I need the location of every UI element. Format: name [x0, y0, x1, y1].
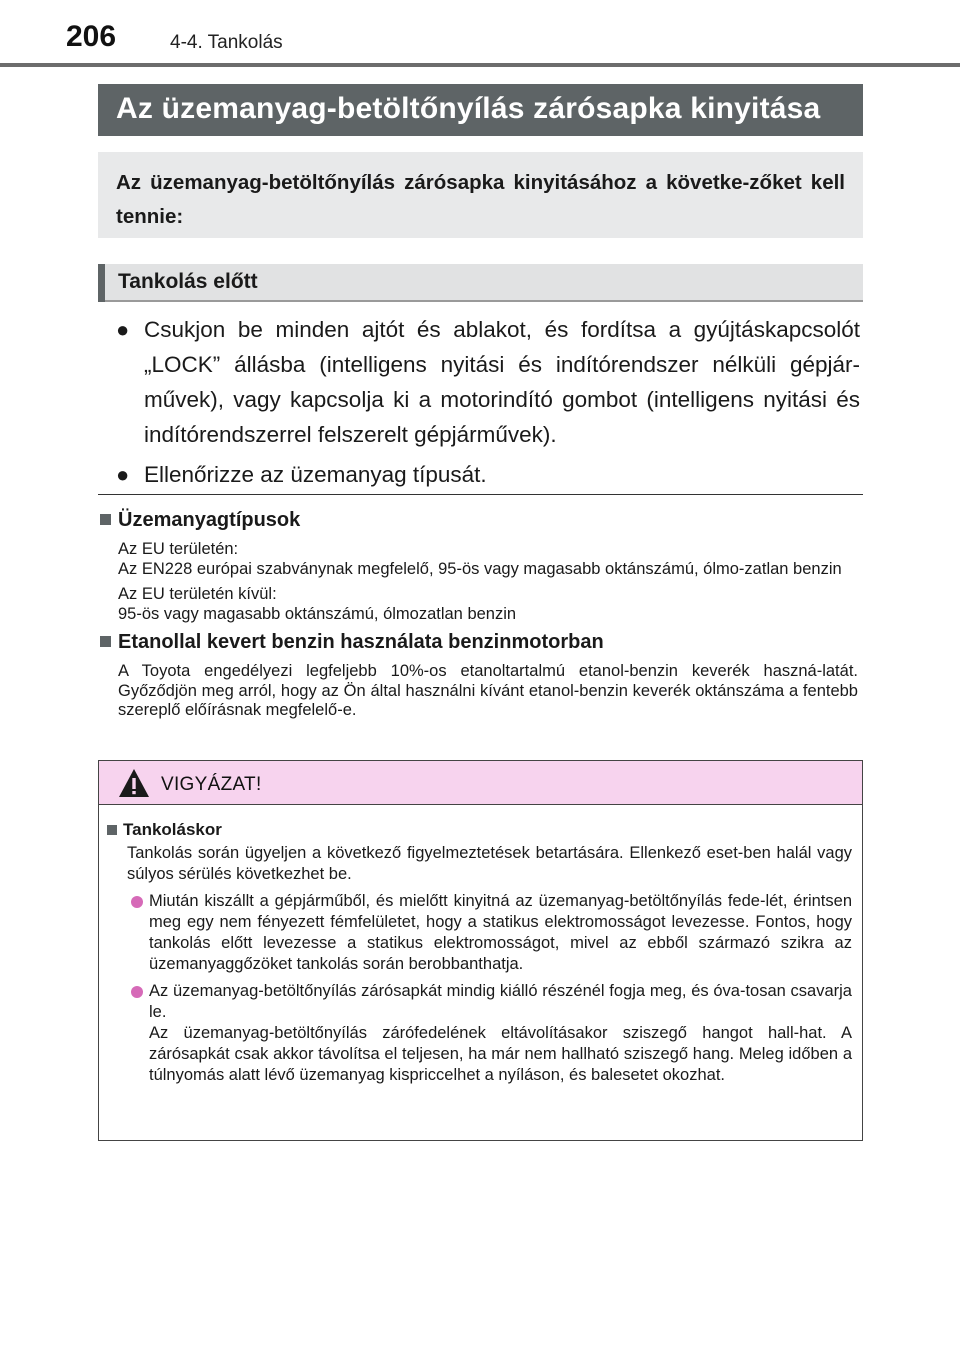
caution-body: [99, 805, 862, 1086]
fuel-types-heading-text: Üzemanyagtípusok: [118, 509, 301, 531]
square-icon: [100, 636, 111, 647]
non-eu-label: Az EU területén kívül:: [118, 585, 277, 603]
fuel-types-non-eu: [98, 585, 858, 624]
eu-text: Az EN228 európai szabványnak megfelelő, 95-ös vagy magasabb oktánszámú, ólmo-zatlan benzin: [118, 559, 842, 578]
caution-box: [98, 760, 863, 1141]
bullet-item: [116, 457, 860, 492]
caution-header: [99, 761, 862, 805]
fuel-types-heading: [98, 506, 858, 534]
caution-bullet: [107, 891, 852, 975]
filled-circle-icon: ●: [116, 462, 130, 487]
page-number: 206: [66, 20, 117, 53]
ethanol-text: A Toyota engedélyezi legfeljebb 10%-os etanoltartalmú etanol-benzin keverék haszná-latát. Győződjön meg arról, hogy az Ön által használni kívánt etanol-benzin keverék oktánszáma a fentebb szereplő előírásnak megfelelő-e.: [118, 662, 858, 719]
subsection-title: Tankolás előtt: [118, 270, 258, 293]
fuel-types-eu: [98, 540, 858, 579]
ethanol-heading: [98, 628, 858, 656]
caution-bullet-text: Az üzemanyag-betöltőnyílás zárófedelének eltávolításakor sziszegő hangot hall-hat. A zárósapkát csak akkor távolítsa el teljesen, ha már nem hallható sziszegő hang. Meleg időben a túlnyomás alatt lévő üzemanyag kispriccelhet a nyíláson, és balesetet okozhat.: [149, 1024, 852, 1084]
bullet-text: Csukjon be minden ajtót és ablakot, és fordítsa a gyújtáskapcsolót „LOCK” állásba (intelligens nyitási és indítórendszer nélküli gépjár-művek), vagy kapcsolja ki a motorindító gombot (intelligens nyitási és indítórendszerrel felszerelt gépjárművek).: [144, 317, 860, 447]
section-divider: [98, 494, 863, 495]
intro-box: [98, 152, 863, 238]
subsection-heading: [98, 264, 863, 302]
filled-circle-icon: ●: [116, 317, 130, 342]
section-label: 4-4. Tankolás: [170, 32, 283, 53]
caution-text: Tankolás során ügyeljen a következő figyelmeztetések betartására. Ellenkező eset-ben halál vagy súlyos sérülés következhet be.: [127, 844, 852, 883]
bullet-text: Ellenőrizze az üzemanyag típusát.: [144, 462, 487, 487]
page-title: Az üzemanyag-betöltőnyílás zárósapka kinyitása: [98, 84, 863, 136]
caution-heading-text: Tankoláskor: [123, 820, 222, 839]
header-rule: [0, 63, 960, 67]
filled-circle-icon: [131, 986, 143, 998]
square-icon: [107, 825, 117, 835]
bullet-item: [116, 312, 860, 452]
info-topics: [98, 502, 858, 725]
warning-triangle-icon: [117, 767, 151, 799]
caution-title: VIGYÁZAT!: [161, 774, 262, 795]
caution-bullet-text: Az üzemanyag-betöltőnyílás zárósapkát mindig kiálló részénél fogja meg, és óva-tosan csavarja le.: [149, 982, 852, 1021]
caution-bullet: [107, 981, 852, 1086]
square-icon: [100, 514, 111, 525]
eu-label: Az EU területén:: [118, 540, 239, 558]
filled-circle-icon: [131, 896, 143, 908]
caution-heading: [107, 819, 852, 841]
subsection-accent: [98, 264, 105, 302]
page-header: [0, 0, 960, 68]
non-eu-text: 95-ös vagy magasabb oktánszámú, ólmozatlan benzin: [118, 604, 517, 623]
ethanol-heading-text: Etanollal kevert benzin használata benzinmotorban: [118, 631, 604, 653]
bullet-list: [116, 312, 860, 497]
caution-bullet-text: Miután kiszállt a gépjárműből, és mielőtt kinyitná az üzemanyag-betöltőnyílás fede-lét, érintsen meg egy nem fényezett fémfelületet, hogy a statikus elektromosságot levezesse. Fontos, hogy tankolás előtt levezesse a statikus elektromosságot, mivel az ebből származó szikra az üzemanyaggőzöket tankolás során berobbanthatja.: [149, 892, 852, 973]
intro-text: Az üzemanyag-betöltőnyílás zárósapka kinyitásához a követke-zőket kell tennie:: [116, 171, 845, 228]
